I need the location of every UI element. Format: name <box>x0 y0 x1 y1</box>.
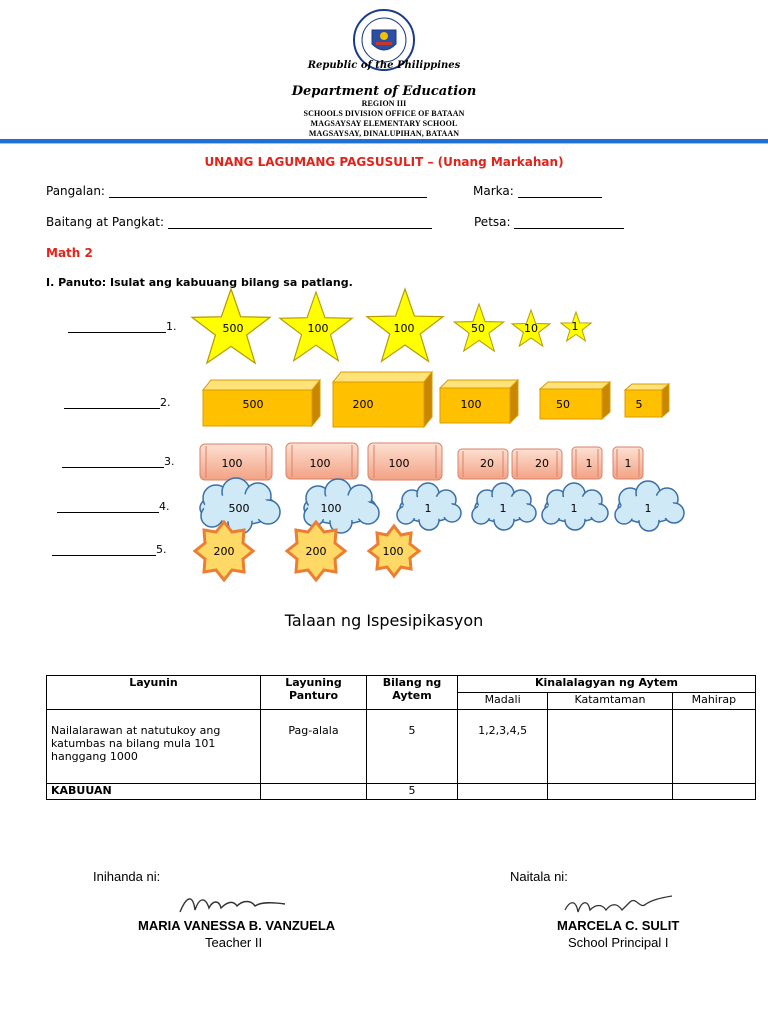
noted-label: Naitala ni: <box>510 869 568 884</box>
col-item-count: Bilang ng Aytem <box>367 676 458 710</box>
department-name: Department of Education <box>291 84 477 99</box>
box-shape <box>625 384 669 417</box>
cloud-value: 1 <box>499 502 507 515</box>
cloud-value: 500 <box>228 502 250 515</box>
row-teaching-goal: Pag-alala <box>261 710 367 784</box>
star-value: 100 <box>393 322 415 335</box>
prepared-position: Teacher II <box>205 935 263 950</box>
grade-label: Baitang at Pangkat: <box>46 215 165 229</box>
box-shape <box>540 382 610 419</box>
row-objective: Nailalarawan at natutukoy ang katumbas na bilang mula 101 hanggang 1000 <box>47 710 261 784</box>
republic-line: Republic of the Philippines <box>307 60 461 71</box>
star-value: 500 <box>222 322 244 335</box>
col-average: Katamtaman <box>548 693 673 710</box>
star-group-1 <box>192 289 591 363</box>
box-group-2 <box>203 372 669 427</box>
star-value: 10 <box>524 322 538 335</box>
col-easy: Madali <box>458 693 548 710</box>
scroll-group-3 <box>200 443 643 480</box>
cloud-value: 100 <box>320 502 342 515</box>
scroll-value: 20 <box>535 457 549 470</box>
item-number: 1. <box>166 320 177 333</box>
cloud-value: 1 <box>644 502 652 515</box>
col-hard: Mahirap <box>672 693 755 710</box>
item-number: 2. <box>160 396 171 409</box>
total-empty <box>672 784 755 800</box>
row-average <box>548 710 673 784</box>
subject-label: Math 2 <box>46 246 93 260</box>
col-location: Kinalalagyan ng Aytem <box>458 676 756 693</box>
box-value: 200 <box>352 398 374 411</box>
prepared-name: MARIA VANESSA B. VANZUELA <box>138 918 336 933</box>
item-number: 3. <box>164 455 175 468</box>
cloud-value: 1 <box>424 502 432 515</box>
noted-name: MARCELA C. SULIT <box>557 918 680 933</box>
division-line: SCHOOLS DIVISION OFFICE OF BATAAN <box>303 109 465 118</box>
item-number: 4. <box>159 500 170 513</box>
item-number: 5. <box>156 543 167 556</box>
cloud-group-4 <box>200 478 684 534</box>
col-objective: Layunin <box>47 676 261 710</box>
noted-position: School Principal I <box>568 935 669 950</box>
star-value: 50 <box>471 322 485 335</box>
total-item-count: 5 <box>367 784 458 800</box>
scroll-value: 1 <box>585 457 593 470</box>
star-value: 1 <box>571 320 579 333</box>
burst-value: 200 <box>213 545 235 558</box>
date-label: Petsa: <box>474 215 511 229</box>
burst-value: 200 <box>305 545 327 558</box>
box-value: 100 <box>460 398 482 411</box>
total-empty <box>458 784 548 800</box>
cloud-value: 1 <box>570 502 578 515</box>
box-value: 5 <box>635 398 643 411</box>
name-label: Pangalan: <box>46 184 105 198</box>
total-label: KABUUAN <box>47 784 261 800</box>
instruction: I. Panuto: Isulat ang kabuuang bilang sa patlang. <box>46 276 353 289</box>
test-title: UNANG LAGUMANG PAGSUSULIT – (Unang Markahan) <box>204 155 564 169</box>
total-empty <box>548 784 673 800</box>
address-line: MAGSAYSAY, DINALUPIHAN, BATAAN <box>308 129 460 138</box>
scroll-value: 100 <box>221 457 243 470</box>
burst-group-5 <box>195 522 419 580</box>
star-value: 100 <box>307 322 329 335</box>
scroll-value: 1 <box>624 457 632 470</box>
scroll-value: 100 <box>309 457 331 470</box>
spec-table <box>46 675 756 800</box>
box-value: 500 <box>242 398 264 411</box>
region-line: REGION III <box>361 99 407 108</box>
scroll-value: 20 <box>480 457 494 470</box>
burst-value: 100 <box>382 545 404 558</box>
row-easy: 1,2,3,4,5 <box>458 710 548 784</box>
spec-title: Talaan ng Ispesipikasyon <box>284 611 484 630</box>
scroll-value: 100 <box>388 457 410 470</box>
total-empty <box>261 784 367 800</box>
row-hard <box>672 710 755 784</box>
prepared-label: Inihanda ni: <box>93 869 161 884</box>
box-value: 50 <box>556 398 570 411</box>
score-label: Marka: <box>473 184 514 198</box>
row-item-count: 5 <box>367 710 458 784</box>
col-teaching-goal: Layuning Panturo <box>261 676 367 710</box>
box-shape <box>333 372 432 427</box>
school-line: MAGSAYSAY ELEMENTARY SCHOOL <box>310 119 458 128</box>
